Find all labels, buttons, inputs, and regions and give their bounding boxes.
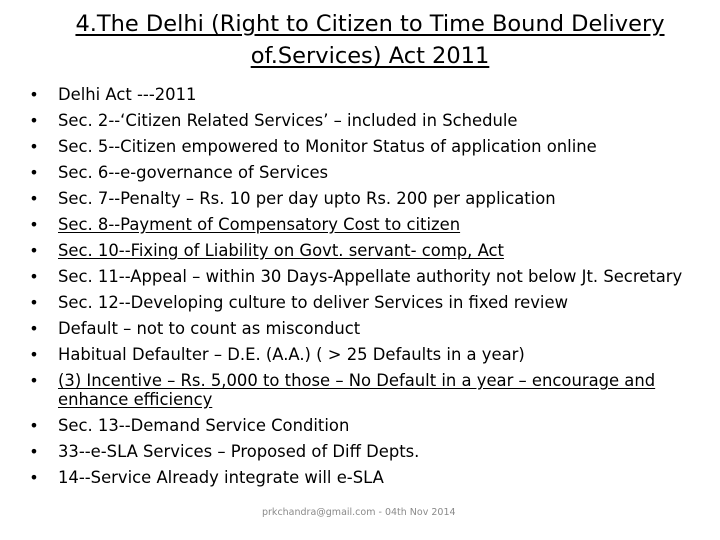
bullet-item (24, 320, 694, 339)
footer-watermark: prkchandra@gmail.com - 04th Nov 2014 (262, 507, 456, 518)
bullet-text: Sec. 10--Fixing of Liability on Govt. servant- comp, Act (58, 241, 504, 260)
bullet-dot-icon: • (29, 215, 39, 234)
bullet-item (24, 417, 694, 436)
bullet-dot-icon: • (29, 293, 39, 312)
bullet-dot-icon: • (29, 85, 39, 104)
bullet-text: Default – not to count as misconduct (58, 319, 361, 338)
bullet-item (24, 294, 694, 313)
bullet-item (24, 216, 694, 235)
bullet-text: Sec. 8--Payment of Compensatory Cost to citizen (58, 215, 461, 234)
bullet-item (24, 443, 694, 462)
bullet-text: 14--Service Already integrate will e-SLA (58, 467, 384, 487)
bullet-item (24, 242, 694, 261)
bullet-list (24, 86, 694, 495)
bullet-item (24, 138, 694, 157)
bullet-dot-icon: • (29, 137, 39, 156)
bullet-dot-icon: • (29, 441, 39, 461)
bullet-text: Sec. 2--‘Citizen Related Services’ – included in Schedule (58, 111, 518, 130)
bullet-dot-icon: • (29, 345, 39, 364)
bullet-item (24, 268, 694, 287)
bullet-dot-icon: • (29, 267, 39, 286)
bullet-dot-icon: • (29, 163, 39, 182)
bullet-item (24, 164, 694, 183)
bullet-item (24, 372, 694, 409)
bullet-dot-icon: • (29, 189, 39, 208)
bullet-dot-icon: • (29, 241, 39, 260)
bullet-text: Sec. 12--Developing culture to deliver Services in fixed review (58, 293, 568, 312)
bullet-dot-icon: • (29, 415, 39, 435)
bullet-text: Sec. 11--Appeal – within 30 Days-Appellate authority not below Jt. Secretary (58, 267, 683, 286)
bullet-text: Sec. 5--Citizen empowered to Monitor Status of application online (58, 137, 597, 156)
bullet-item (24, 346, 694, 365)
bullet-item (24, 112, 694, 131)
bullet-text: Habitual Defaulter – D.E. (A.A.) ( > 25 Defaults in a year) (58, 345, 525, 364)
bullet-dot-icon: • (29, 319, 39, 338)
bullet-text: Sec. 6--e-governance of Services (58, 163, 329, 182)
bullet-text: Delhi Act ---2011 (58, 85, 197, 104)
bullet-text: Sec. 13--Demand Service Condition (58, 415, 350, 435)
bullet-item (24, 469, 694, 488)
bullet-text: Sec. 7--Penalty – Rs. 10 per day upto Rs. 200 per application (58, 189, 556, 208)
bullet-text: (3) Incentive – Rs. 5,000 to those – No Default in a year – encourage and enhance efficiency (58, 371, 656, 409)
slide-title: 4.The Delhi (Right to Citizen to Time Bound Delivery of.Services) Act 2011 (75, 11, 665, 69)
bullet-item (24, 86, 694, 105)
bullet-dot-icon: • (29, 111, 39, 130)
bullet-text: 33--e-SLA Services – Proposed of Diff Depts. (58, 441, 420, 461)
bullet-dot-icon: • (29, 467, 39, 487)
bullet-item (24, 190, 694, 209)
bullet-dot-icon: • (29, 371, 39, 390)
